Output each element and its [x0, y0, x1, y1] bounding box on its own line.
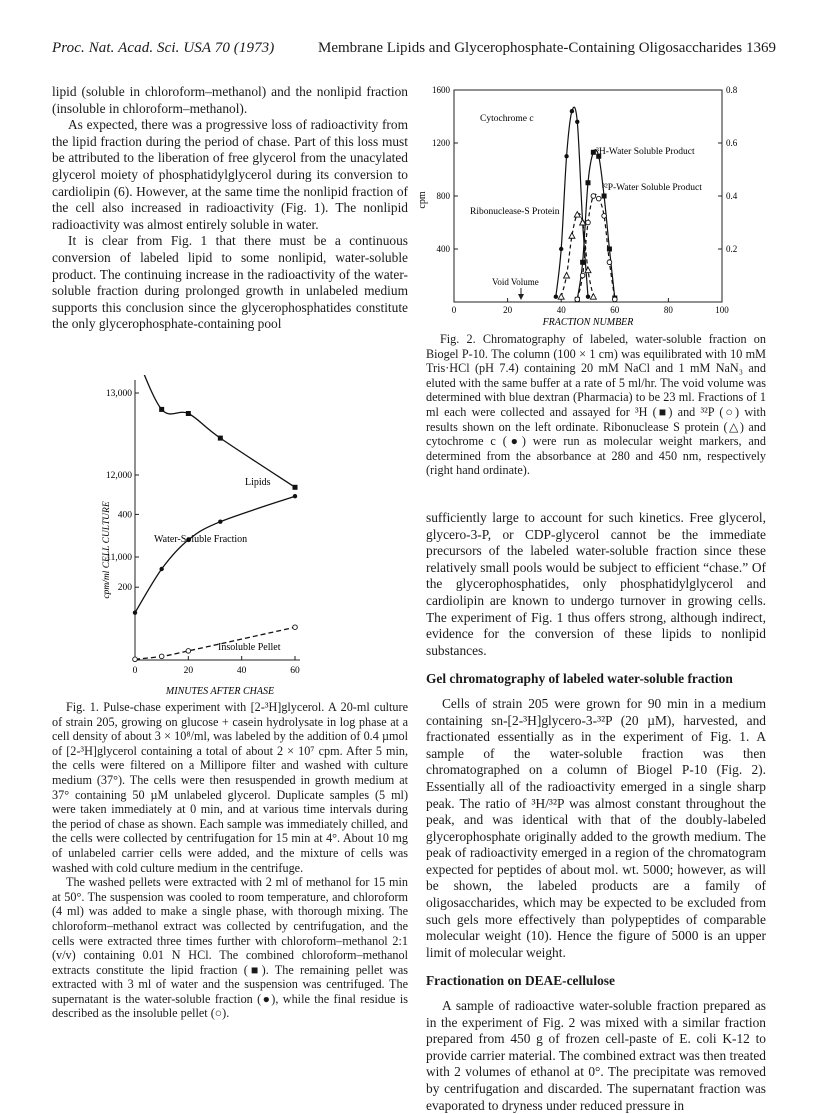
series-label-insoluble-pellet: Insoluble Pellet [218, 642, 281, 653]
data-point-square [159, 407, 164, 412]
data-point-open-circle [602, 214, 607, 219]
x-tick-label: 40 [236, 666, 247, 676]
section-heading: Fractionation on DEAE-cellulose [426, 973, 615, 989]
data-point-open-circle [596, 196, 601, 201]
data-point-square [293, 485, 298, 490]
figure-1-caption [52, 700, 408, 1021]
label-32p-product: ³²P-Water Soluble Product [602, 183, 702, 193]
y-tick-label-right: 0.4 [726, 191, 738, 201]
paragraph: As expected, there was a progressive loss of radioactivity from the lipid fraction during the period of chase. Part of this loss must be attributed to the liberation of free glycerol from the unacylated glycerol moiety of phosphatidylglycerol during its conversion to cardiolipin (6). However, at the same time the nonlipid fraction of the cell also increased in radioactivity (Fig. 1). The nonlipid radioactivity was almost entirely soluble in water. [52, 117, 408, 232]
y-tick-label-left: 400 [436, 244, 450, 254]
y-tick-label: 400 [117, 510, 132, 521]
caption-paragraph: The washed pellets were extracted with 2 ml of methanol for 15 min at 50°. The suspension was cooled to room temperature, and chloroform (4 ml) was added to make a single phase, with thorough mixing. The chloroform–methanol extract was collected by centrifugation, and the cells were extracted three times further with chloroform–methanol 2:1 (v/v) containing 0.01 N HCl. The combined chloroform–methanol extracts constitute the lipid fraction (■). The remaining pellet was extracted with 3 ml of water and the suspension was centrifuged. The supernatant is the water-soluble fraction (●), while the final residue is described as the insoluble pellet (○). [52, 875, 408, 1021]
fig2-series [554, 107, 618, 302]
x-tick-label: 20 [183, 666, 194, 676]
y-tick-label: 11,000 [106, 553, 132, 563]
data-point-filled-circle [559, 247, 563, 251]
x-tick-label: 0 [132, 666, 138, 676]
y-tick-label-right: 0.6 [726, 138, 738, 148]
label-3h-product: ³H-Water Soluble Product [596, 147, 695, 157]
data-point-open-circle [293, 625, 298, 630]
data-point-open-circle [575, 297, 580, 302]
paragraph: sufficiently large to account for such kinetics. Free glycerol, glycero-3-P, or CDP-glycerol cannot be the immediate precursors of the labeled water-soluble fraction since these relatively small pools would be subject to efficient “chase.” Of the glycerophosphatides, only phosphatidylglycerol and cardiolipin are known to undergo turnover in growing cells. The experiment of Fig. 1 thus offers strong, although indirect, evidence for the conversion of these lipids to nonlipid substances. [426, 510, 766, 658]
y-tick-label-right: 0.2 [726, 244, 738, 254]
x-tick-label: 0 [451, 305, 457, 315]
page-number: 1369 [746, 40, 776, 56]
x-tick-label: 100 [715, 305, 729, 315]
series-line [561, 214, 593, 297]
data-point-square [586, 180, 591, 185]
data-point-filled-circle [133, 610, 137, 614]
data-point-filled-circle [570, 109, 574, 113]
data-point-filled-circle [575, 120, 579, 124]
data-point-open-circle [133, 657, 138, 662]
fig2-xlabel: FRACTION NUMBER [542, 317, 634, 327]
left-column-text [52, 84, 408, 333]
data-point-open-triangle [569, 233, 575, 239]
section-heading: Gel chromatography of labeled water-soluble fraction [426, 671, 733, 687]
fig1-ylabel: cpm/ml CELL CULTURE [102, 501, 112, 599]
running-title: Membrane Lipids and Glycerophosphate-Containing Oligosaccharides [318, 40, 743, 56]
x-tick-label: 60 [610, 305, 620, 315]
data-point-open-circle [580, 273, 585, 278]
data-point-open-circle [186, 649, 191, 654]
x-tick-label: 80 [663, 305, 673, 315]
x-tick-label: 40 [556, 305, 566, 315]
data-point-open-triangle [590, 294, 596, 300]
data-point-open-circle [613, 297, 618, 302]
figure-2-caption [426, 332, 766, 478]
data-point-open-circle [607, 260, 612, 265]
data-point-filled-circle [293, 494, 297, 498]
caption-paragraph: Fig. 2. Chromatography of labeled, water-soluble fraction on Biogel P-10. The column (100 × 1 cm) was equilibrated with 10 mM Tris·HCl (pH 7.4) containing 20 mM NaCl and 1 mM NaN₃ and eluted with the same buffer at a rate of 5 ml/hr. The void volume was determined with blue dextran (Pharmacia) to be 23 ml. Fractions of 1 ml each were collected and assayed for ³H (■) and ³²P (○) with results shown on the left ordinate. Ribonuclease S protein (△) and cytochrome c (●) were run as molecular weight markers, and determined from the absorbance at 280 and 450 nm, respectively (right hand ordinate). [426, 332, 766, 478]
y-tick-label-left: 1200 [432, 138, 450, 148]
journal-citation: Proc. Nat. Acad. Sci. USA 70 (1973) [52, 40, 275, 56]
void-volume-arrowhead [518, 294, 524, 300]
data-point-filled-circle [159, 567, 163, 571]
fig2-ylabel-left: cpm [417, 191, 428, 209]
fig2-ticks [432, 85, 738, 315]
fig1-series [133, 375, 298, 662]
data-point-square [218, 436, 223, 441]
paragraph: It is clear from Fig. 1 that there must be a continuous conversion of labeled lipid to some nonlipid, water-soluble product. The continuing increase in the radioactivity of the water-soluble fraction during prolonged growth in unlabeled medium supports this conclusion since the glycerophosphatides constitute the only glycerophosphate-containing pool [52, 233, 408, 332]
series-label-water-soluble: Water-Soluble Fraction [154, 534, 248, 545]
data-point-open-circle [586, 220, 591, 225]
series-line [135, 496, 295, 612]
y-tick-label: 200 [117, 583, 132, 594]
page-header [52, 40, 776, 62]
data-point-open-circle [159, 654, 164, 659]
data-point-square [186, 411, 191, 416]
y-tick-label: 12,000 [105, 471, 132, 481]
label-cytochrome: Cytochrome c [480, 114, 534, 124]
data-point-square [602, 194, 607, 199]
data-point-filled-circle [554, 295, 558, 299]
paragraph: A sample of radioactive water-soluble fraction prepared as in the experiment of Fig. 2 was mixed with a similar fraction prepared from 450 g of frozen cell-paste of E. coli K-12 to provide carrier material. The combined extract was then treated with 2 volumes of ethanol at 0°. The precipitate was removed by centrifugation and discarded. The supernatant fraction was evaporated to dryness under reduced pressure in [426, 998, 766, 1113]
figure-1-chart [100, 375, 315, 697]
label-ribonuclease: Ribonuclease-S Protein [470, 207, 560, 217]
figure-2-chart [412, 82, 762, 327]
paragraph: lipid (soluble in chloroform–methanol) and the nonlipid fraction (insoluble in chloroform–methanol). [52, 84, 408, 116]
y-tick-label-left: 800 [436, 191, 450, 201]
data-point-open-triangle [558, 294, 564, 300]
label-void-volume: Void Volume [492, 277, 539, 287]
data-point-open-triangle [564, 273, 570, 279]
series-line [135, 375, 295, 487]
paragraph: Cells of strain 205 were grown for 90 min in a medium containing sn-[2-³H]glycero-3-³²P (20 µM), harvested, and fractionated essentially as in the experiment of Fig. 1. A sample of the water-soluble fraction was then chromatographed on a column of Biogel P-10 (Fig. 2). Essentially all of the radioactivity emerged in a single sharp peak. The ratio of ³H/³²P was almost constant throughout the peak, and was identical with that of the doubly-labeled glycerophosphate originally added to the growth medium. The peak of radioactivity emerged in a region of the chromatogram expected for peptides of about mol. wt. 5000; however, as will be shown, the labeled products are a family of oligosaccharides, which may be expected to be excluded from such gels more effectively than polypeptides of comparable molecular weight (10). Hence the figure of 5000 is an upper limit of molecular weight. [426, 695, 766, 960]
data-point-open-circle [591, 194, 596, 199]
right-column-text [426, 510, 766, 1114]
y-tick-label: 13,000 [105, 389, 132, 399]
fig1-xlabel: MINUTES AFTER CHASE [165, 686, 275, 697]
y-tick-label-left: 1600 [432, 85, 450, 95]
series-label-lipids: Lipids [245, 477, 271, 488]
data-point-filled-circle [586, 295, 590, 299]
data-point-filled-circle [218, 519, 222, 523]
data-point-filled-circle [564, 154, 568, 158]
y-tick-label-right: 0.8 [726, 85, 738, 95]
x-tick-label: 20 [503, 305, 513, 315]
caption-paragraph: Fig. 1. Pulse-chase experiment with [2-³H]glycerol. A 20-ml culture of strain 205, growing on glucose + casein hydrolysate in log phase at a cell density of about 3 × 10⁸/ml, was labeled by the addition of 0.4 µmol of [2-³H]glycerol containing a total of about 2 × 10⁷ cpm. After 5 min, the cells were filtered on a Millipore filter and washed with culture medium (37°). The cells were then resuspended in growth medium at 37° containing 50 µM unlabeled glycerol. Duplicate samples (5 ml) were taken immediately at 0 min, and at various time intervals during the period of chase as shown. Each sample was immediately chilled, and the cells were collected by centrifugation for 15 min at 4°. About 10 mg of unlabeled carrier cells were added, and the mixture of cells was washed with cold culture medium in the centrifuge. [52, 700, 408, 875]
x-tick-label: 60 [290, 666, 300, 676]
